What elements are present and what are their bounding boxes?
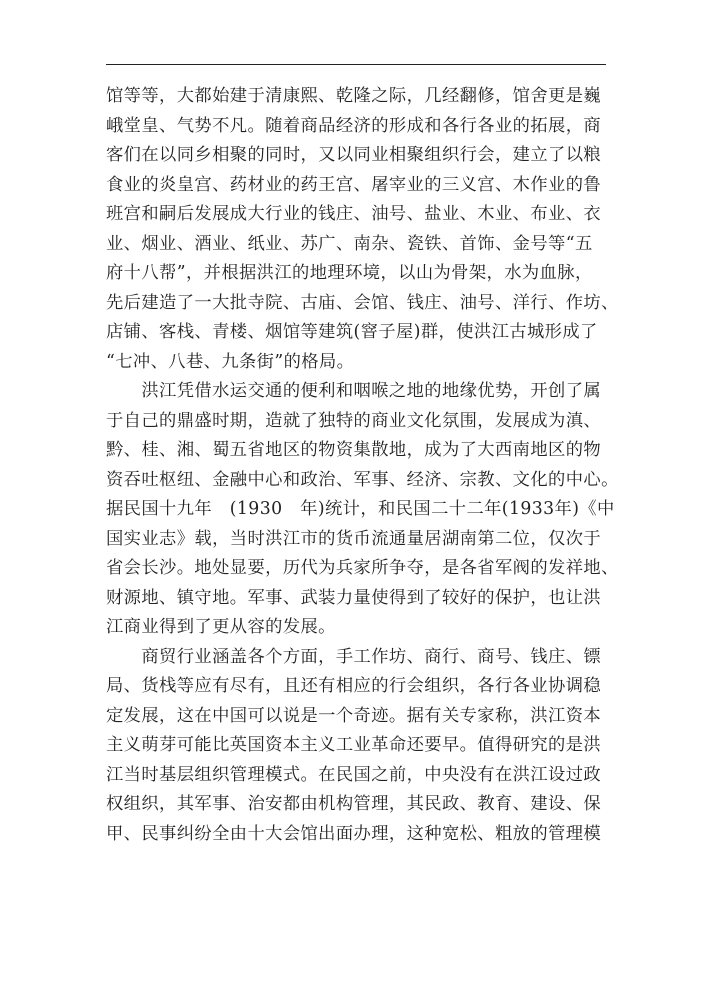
- text-line: 国实业志》载，当时洪江市的货币流通量居湖南第二位，仅次于: [106, 528, 602, 549]
- text-line: 于自己的鼎盛时期，造就了独特的商业文化氛围，发展成为滇、: [106, 410, 602, 431]
- text-line: 店铺、客栈、青楼、烟馆等建筑(窨子屋)群，使洪江古城形成了: [106, 322, 598, 342]
- text-line: 江商业得到了更从容的发展。: [106, 617, 336, 637]
- text-line: 权组织，其军事、治安都由机构管理，其民政、教育、建设、保: [106, 794, 602, 814]
- text-line: 洪江凭借水运交通的便利和咽喉之地的地缘优势，开创了属: [106, 381, 602, 401]
- text-line: 财源地、镇守地。军事、武装力量使得到了较好的保护，也让洪: [106, 587, 602, 608]
- text-line: 业、烟业、酒业、纸业、苏广、南杂、瓷铁、首饰、金号等“五: [106, 233, 593, 254]
- text-line: 馆等等，大都始建于清康熙、乾隆之际，几经翻修，馆舍更是巍: [106, 86, 602, 106]
- text-line: “七冲、八巷、九条街”的格局。: [106, 351, 355, 372]
- text-line: 资吞吐枢纽、金融中心和政治、军事、经济、宗教、文化的中心。: [106, 469, 619, 490]
- text-line: 峨堂皇、气势不凡。随着商品经济的形成和各行各业的拓展，商: [106, 115, 602, 136]
- text-line: 客们在以同乡相聚的同时，又以同业相聚组织行会，建立了以粮: [106, 145, 602, 165]
- text-line: 省会长沙。地处显要，历代为兵家所争夺，是各省军阀的发祥地、: [106, 558, 619, 578]
- text-line: 甲、民事纠纷全由十大会馆出面办理，这种宽松、粗放的管理模: [106, 823, 602, 844]
- text-line: 定发展，这在中国可以说是一个奇迹。据有关专家称，洪江资本: [106, 705, 602, 726]
- text-line: 局、货栈等应有尽有，且还有相应的行会组织，各行各业协调稳: [106, 676, 602, 696]
- text-line: 先后建造了一大批寺院、古庙、会馆、钱庄、油号、洋行、作坊、: [106, 292, 619, 313]
- text-line: 商贸行业涵盖各个方面，手工作坊、商行、商号、钱庄、镖: [106, 646, 602, 667]
- text-line: 据民国十九年 (1930 年)统计，和民国二十二年(1933年)《中: [106, 499, 615, 519]
- text-line: 府十八帮”，并根据洪江的地理环境，以山为骨架，水为血脉，: [106, 263, 593, 283]
- text-line: 食业的炎皇宫、药材业的药王宫、屠宰业的三义宫、木作业的鲁: [106, 174, 602, 195]
- header-rule: [106, 64, 606, 65]
- text-line: 主义萌芽可能比英国资本主义工业革命还要早。值得研究的是洪: [106, 735, 602, 755]
- text-line: 班宫和嗣后发展成大行业的钱庄、油号、盐业、木业、布业、衣: [106, 204, 602, 224]
- text-line: 江当时基层组织管理模式。在民国之前，中央没有在洪江设过政: [106, 764, 602, 785]
- body-text: [106, 82, 619, 849]
- text-line: 黔、桂、湘、蜀五省地区的物资集散地，成为了大西南地区的物: [106, 440, 602, 460]
